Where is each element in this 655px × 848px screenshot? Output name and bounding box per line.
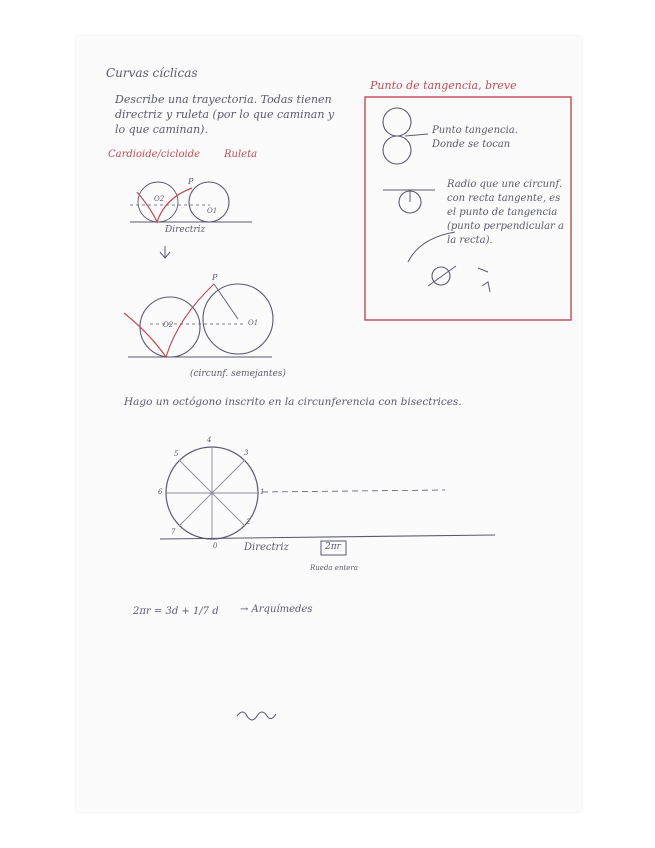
octagon-num-6: 6	[158, 488, 163, 496]
angle-mark	[478, 268, 490, 292]
label-p-top: P	[188, 177, 194, 186]
label-rueda: Rueda entera	[310, 564, 358, 572]
box-circle-bottom	[383, 136, 411, 164]
heading: Curvas cíclicas	[106, 66, 198, 80]
small-tangent-circle	[432, 267, 450, 285]
formula-note: → Arquímedes	[240, 604, 313, 615]
tangent-label-2: Donde se tocan	[432, 139, 511, 150]
octagon-num-7: 7	[171, 528, 176, 536]
octagon-bisectors	[166, 447, 258, 539]
label-cardioide: Cardioide/cicloide	[108, 149, 201, 160]
label-o1-mid: O1	[248, 319, 259, 327]
octagon-num-5: 5	[174, 450, 179, 458]
signature-mark	[237, 712, 276, 720]
octagon-num-3: 3	[244, 449, 249, 457]
radius-text-4: (punto perpendicular a	[447, 221, 564, 232]
label-p-mid: P	[212, 273, 218, 282]
label-directriz-bottom: Directriz	[244, 542, 289, 553]
caption-circles: (circunf. semejantes)	[190, 369, 286, 379]
radius-text-1: Radio que une circunf.	[447, 179, 563, 190]
label-o1-top: O1	[207, 207, 218, 215]
label-2pir: 2πr	[325, 542, 341, 552]
directrix-bottom	[160, 535, 495, 539]
octagon-title: Hago un octógono inscrito en la circunferencia con bisectrices.	[124, 396, 462, 408]
octagon-num-2: 2	[246, 518, 251, 526]
label-directriz-top: Directriz	[165, 225, 206, 235]
tangent-label-1: Punto tangencia.	[432, 125, 518, 136]
intro-line-3: lo que caminan).	[115, 123, 208, 136]
dash-line-bottom	[262, 490, 445, 492]
label-o2-top: O2	[154, 195, 165, 203]
label-ruleta: Ruleta	[224, 149, 258, 160]
octagon-num-0: 0	[213, 542, 218, 550]
octagon-num-1: 1	[260, 488, 265, 496]
intro-line-1: Describe una trayectoria. Todas tienen	[115, 93, 332, 106]
radius-text-2: con recta tangente, es	[447, 193, 561, 204]
box-circle-top	[383, 108, 411, 136]
octagon-num-4: 4	[207, 436, 212, 444]
radius-text-3: el punto de tangencia	[447, 207, 558, 218]
label-o2-mid: O2	[163, 321, 174, 329]
tangent-arrow	[405, 134, 428, 136]
radius-o1	[214, 284, 238, 319]
intro-line-2: directriz y ruleta (por lo que caminan y	[115, 108, 335, 121]
box-title: Punto de tangencia, breve	[370, 79, 517, 92]
formula: 2πr = 3d + 1/7 d	[133, 606, 219, 617]
radius-text-5: la recta).	[447, 235, 493, 246]
rolling-circle-top	[189, 182, 229, 222]
down-arrow	[160, 246, 170, 258]
